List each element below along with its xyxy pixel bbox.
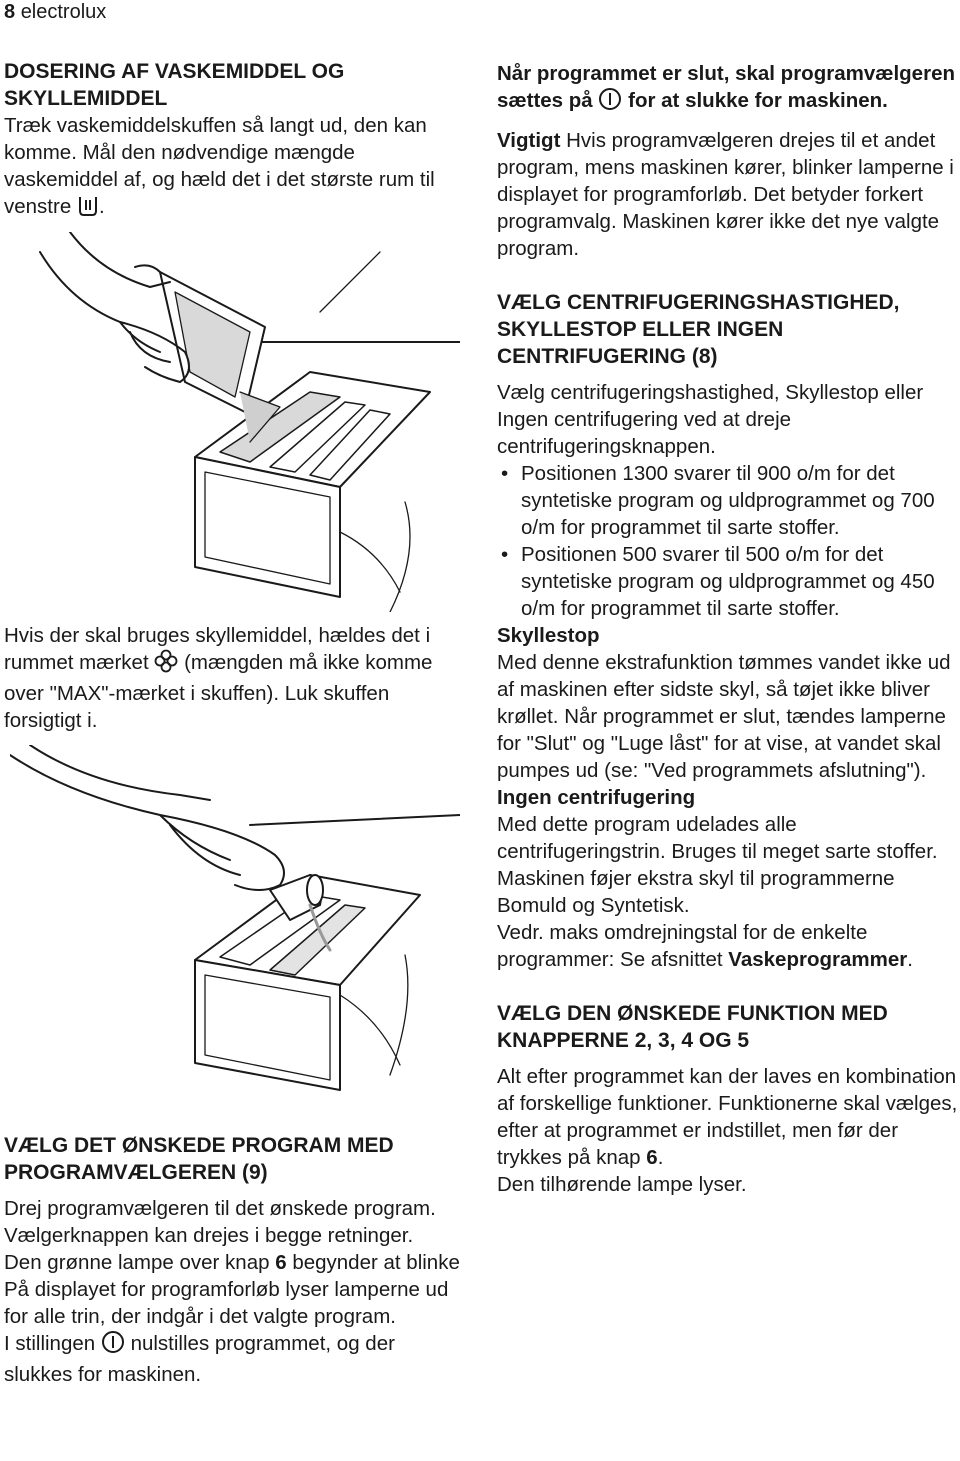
right-column <box>497 60 959 1198</box>
softener-paragraph: Hvis der skal bruges skyllemiddel, hældes det i rummet mærket (mængden må ikke komme over "MAX"-mærket i skuffen). Luk skuffen forsigtigt i. <box>4 624 433 732</box>
softener-pouring-illustration <box>10 745 460 1100</box>
function-paragraph-2: Den tilhørende lampe lyser. <box>497 1173 747 1196</box>
function-paragraph-1: Alt efter programmet kan der laves en kombination af forskellige funktioner. Funktionerne skal vælges, efter at programmet er indstillet, men før der trykkes på knap 6. <box>497 1065 958 1169</box>
list-item: • Positionen 1300 svarer til 900 o/m for det syntetiske program og uldprogrammet og 700 o/m for programmet til sarte stoffer. <box>497 460 959 541</box>
flower-softener-icon <box>154 649 178 680</box>
section-title-dosering: DOSERING AF VASKEMIDDEL OG SKYLLEMIDDEL <box>4 60 345 110</box>
section-title-spin: VÆLG CENTRIFUGERINGSHASTIGHED, SKYLLESTOP ELLER INGEN CENTRIFUGERING (8) <box>497 291 900 368</box>
ingen-centrifugering-text: Med dette program udelades alle centrifugeringstrin. Bruges til meget sarte stoffer. Maskinen føjer ekstra skyl til programmerne Bomuld og Syntetisk. <box>497 813 938 917</box>
spin-paragraph-1: Vælg centrifugeringshastighed, Skyllestop eller Ingen centrifugering ved at dreje centrifugeringsknappen. <box>497 381 924 458</box>
section-title-program: VÆLG DET ØNSKEDE PROGRAM MED PROGRAMVÆLGEREN (9) <box>4 1134 394 1184</box>
brand-name: electrolux <box>20 1 107 23</box>
main-wash-compartment-icon <box>77 195 99 224</box>
program-end-note: Når programmet er slut, skal programvælgeren sættes på for at slukke for maskinen. <box>497 60 959 118</box>
button-number-6: 6 <box>646 1146 658 1169</box>
important-note: Vigtigt Hvis programvælgeren drejes til et andet program, mens maskinen kører, blinker lamperne i displayet for programforløb. Det betyder forkert programvalg. Maskinen kører ikke det nye valgte program. <box>497 129 954 260</box>
program-paragraph-3: På displayet for programforløb lyser lamperne ud for alle trin, der indgår i det valgte program. <box>4 1278 449 1328</box>
wash-programs-reference: Vaskeprogrammer <box>728 948 908 971</box>
subheading-skyllestop: Skyllestop <box>497 624 600 647</box>
button-number-6: 6 <box>275 1251 287 1274</box>
page-header <box>4 0 106 24</box>
max-speed-note: Vedr. maks omdrejningstal for de enkelte programmer: Se afsnittet Vaskeprogrammer. <box>497 921 913 971</box>
section-program-selector <box>4 1132 466 1388</box>
program-paragraph-1: Drej programvælgeren til det ønskede program. Vælgerknappen kan drejes i begge retninger. <box>4 1197 436 1247</box>
power-off-icon <box>101 1330 125 1361</box>
program-paragraph-2: Den grønne lampe over knap 6 begynder at blinke <box>4 1251 460 1274</box>
section-title-function: VÆLG DEN ØNSKEDE FUNKTION MED KNAPPERNE 2, 3, 4 OG 5 <box>497 1002 888 1052</box>
softener-instructions <box>4 622 466 734</box>
dosering-paragraph-1: Træk vaskemiddelskuffen så langt ud, den kan komme. Mål den nødvendige mængde vaskemiddel af, og hæld det i det største rum til venstre . <box>4 112 466 224</box>
program-paragraph-4: I stillingen nulstilles programmet, og der slukkes for maskinen. <box>4 1332 395 1386</box>
detergent-drawer-illustration <box>10 232 460 612</box>
page-number: 8 <box>4 1 16 23</box>
section-dosering <box>4 58 466 224</box>
subheading-ingen-centrifugering: Ingen centrifugering <box>497 786 696 809</box>
important-label: Vigtigt <box>497 129 561 152</box>
spin-bullet-list <box>497 460 959 622</box>
skyllestop-text: Med denne ekstrafunktion tømmes vandet ikke ud af maskinen efter sidste skyl, så tøjet ikke bliver krøllet. Når programmet er slut, tændes lamperne for "Slut" og "Luge låst" for at vise, at vandet skal pumpes ud (se: "Ved programmets afslutning"). <box>497 651 951 782</box>
power-off-icon <box>598 87 622 118</box>
list-item: • Positionen 500 svarer til 500 o/m for det syntetiske program og uldprogrammet og 450 o/m for programmet til sarte stoffer. <box>497 541 959 622</box>
